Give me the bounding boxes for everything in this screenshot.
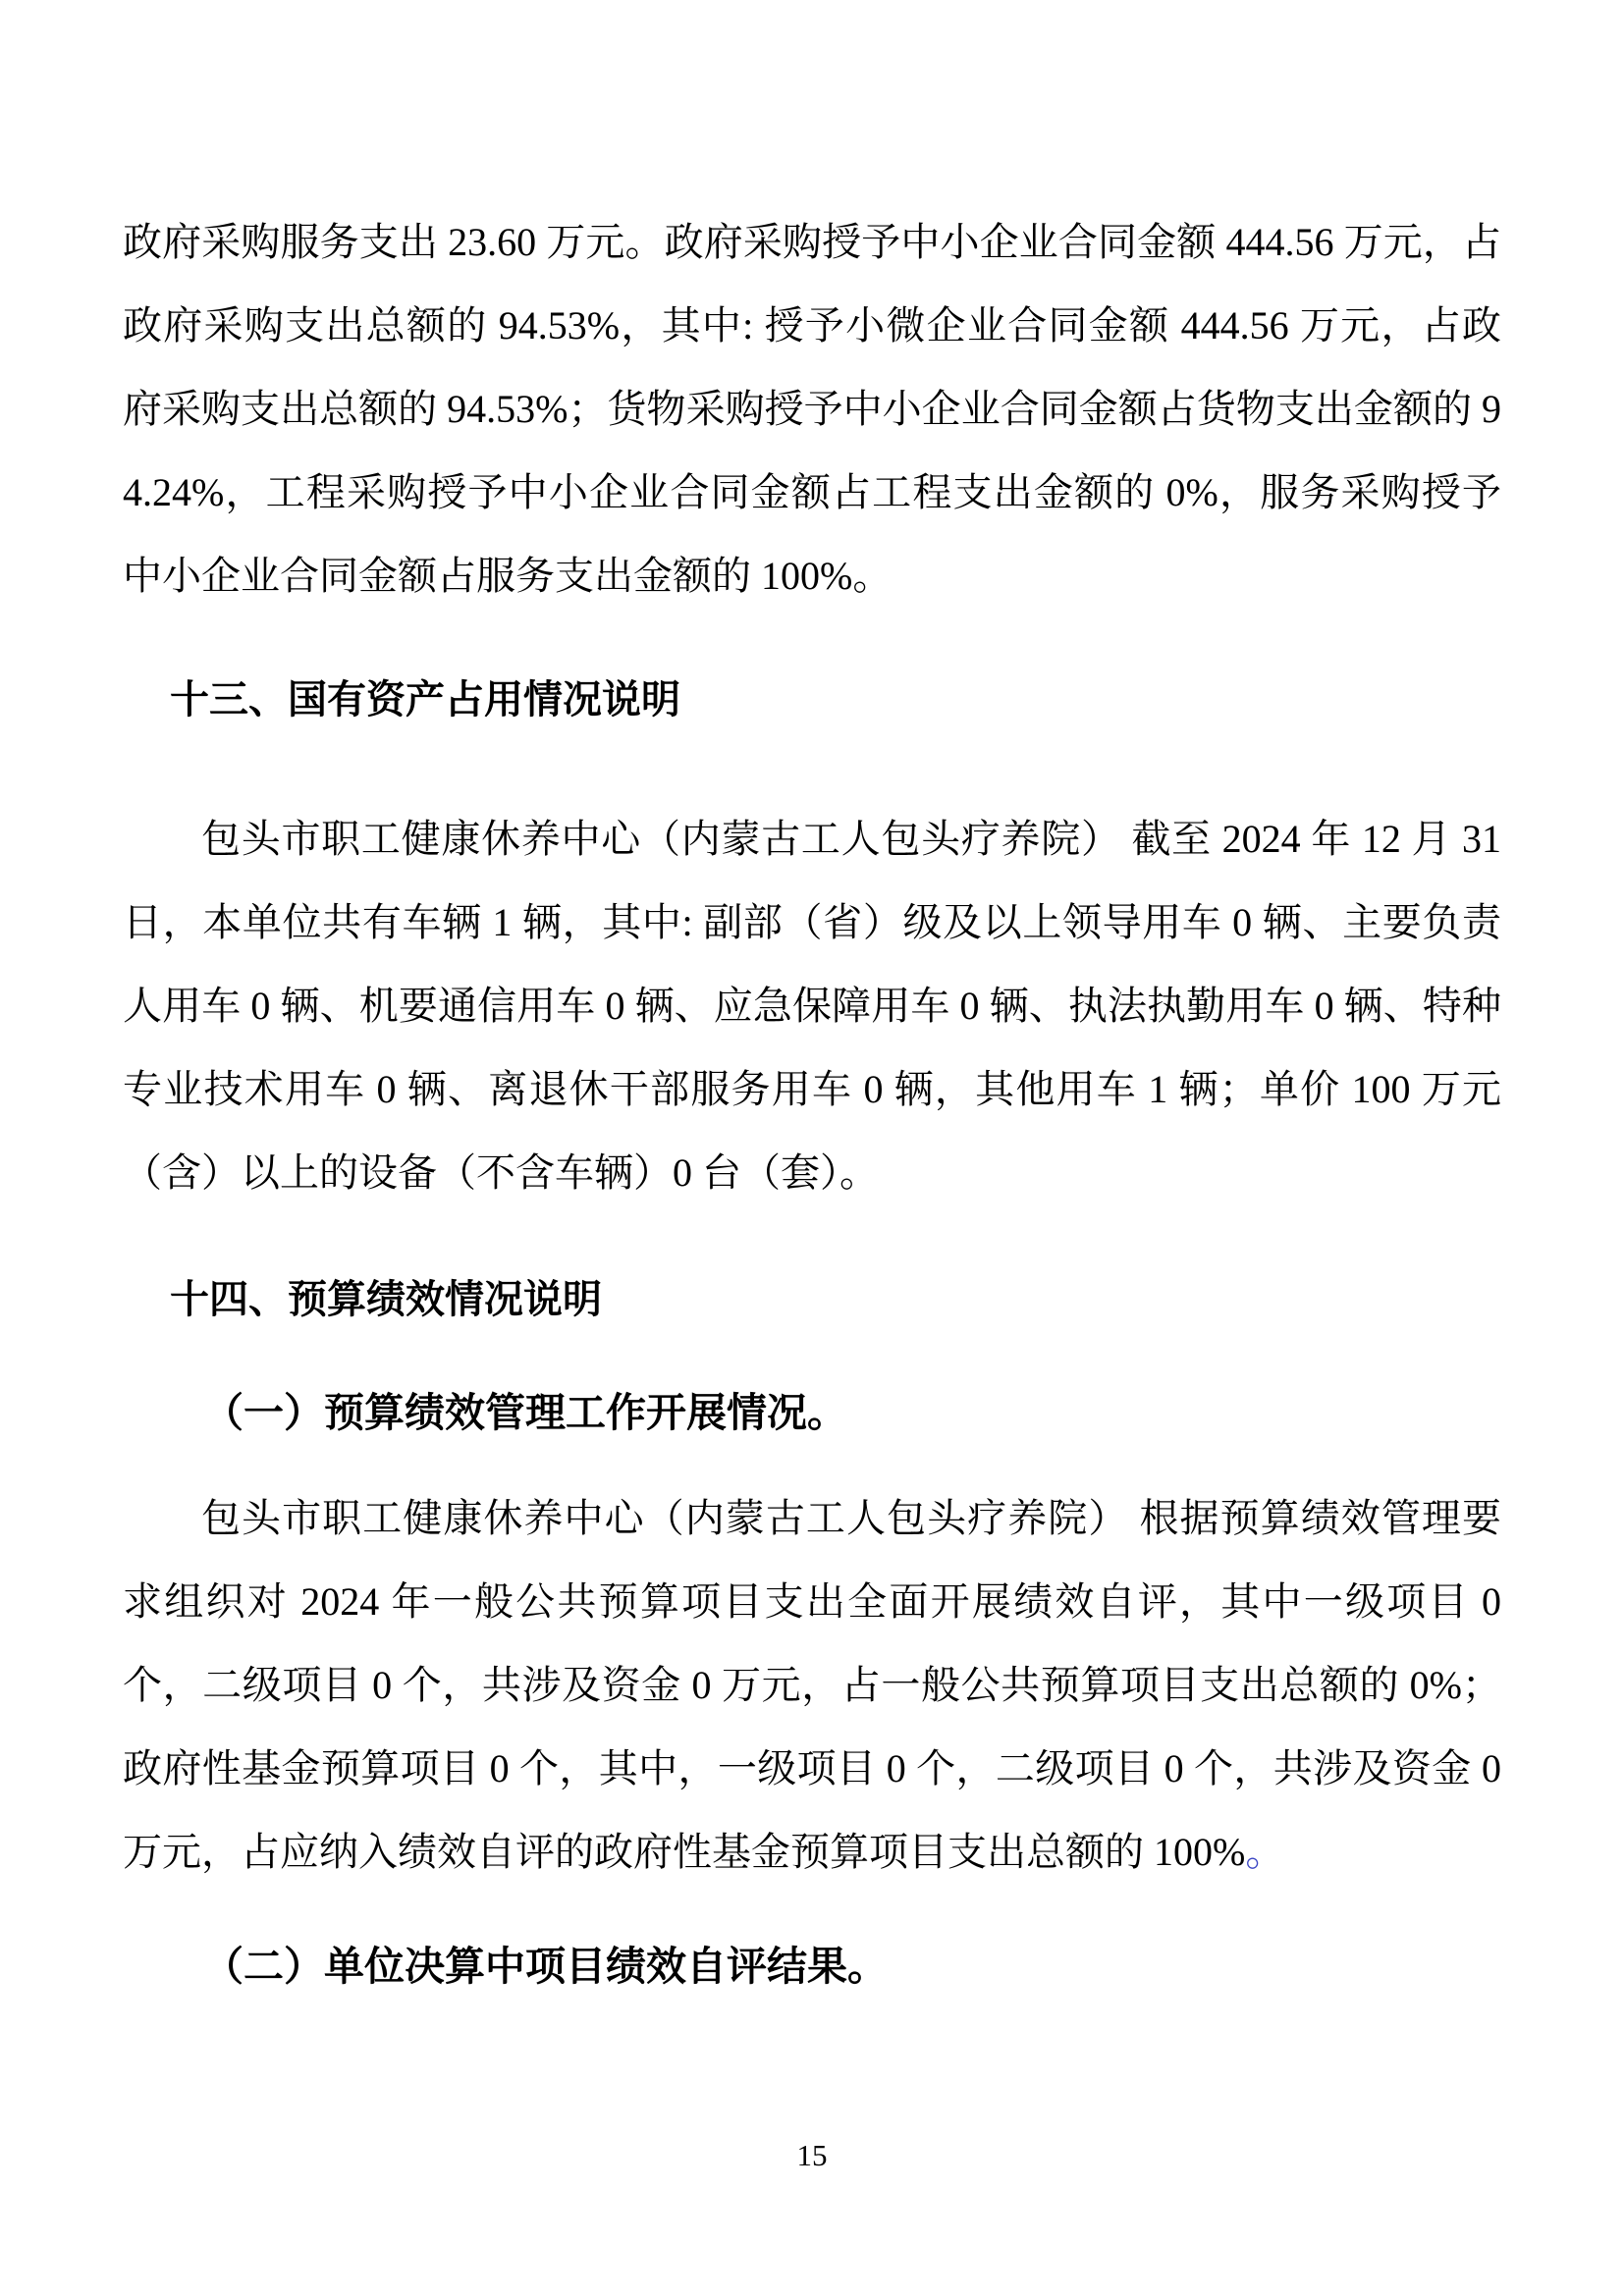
performance-paragraph-final-period: 。 [1245, 1830, 1285, 1874]
paragraph-state-assets: 包头市职工健康休养中心（内蒙古工人包头疗养院） 截至 2024 年 12 月 31 日，本单位共有车辆 1 辆，其中: 副部（省）级及以上领导用车 0 辆、主要负责人用车 0 辆、机要通信用车 0 辆、应急保障用车 0 辆、执法执勤用车 0 辆、特种专业技术用车 0 辆、离退休干部服务用车 0 辆，其他用车 1 辆；单价 100 万元（含）以上的设备（不含车辆）0 台（套）。 [123, 817, 1501, 1195]
subsection-heading-performance-management: （一）预算绩效管理工作开展情况。 [203, 1390, 847, 1435]
paragraph-government-procurement: 政府采购服务支出 23.60 万元。政府采购授予中小企业合同金额 444.56 万元，占政府采购支出总额的 94.53%，其中: 授予小微企业合同金额 444.56 万元，占政府采购支出总额的 94.53%；货物采购授予中小企业合同金额占货物支出金额的 94.24%，工程采购授予中小企业合同金额占工程支出金额的 0%，服务采购授予中小企业合同金额占服务支出金额的 100%。 [123, 220, 1501, 598]
paragraph-performance-self-evaluation [123, 1476, 1501, 1894]
performance-paragraph-text: 包头市职工健康休养中心（内蒙古工人包头疗养院） 根据预算绩效管理要求组织对 2024 年一般公共预算项目支出全面开展绩效自评，其中一级项目 0 个，二级项目 0 个，共涉及资金 0 万元，占一般公共预算项目支出总额的 0%；政府性基金预算项目 0 个，其中，一级项目 0 个，二级项目 0 个，共涉及资金 0 万元，占应纳入绩效自评的政府性基金预算项目支出总额的 100% [123, 1496, 1501, 1874]
subsection-heading-self-evaluation-results: （二）单位决算中项目绩效自评结果。 [203, 1944, 888, 1989]
page-number: 15 [796, 2138, 828, 2172]
section-heading-budget-performance: 十四、预算绩效情况说明 [170, 1278, 602, 1321]
section-heading-state-assets: 十三、国有资产占用情况说明 [170, 678, 680, 721]
